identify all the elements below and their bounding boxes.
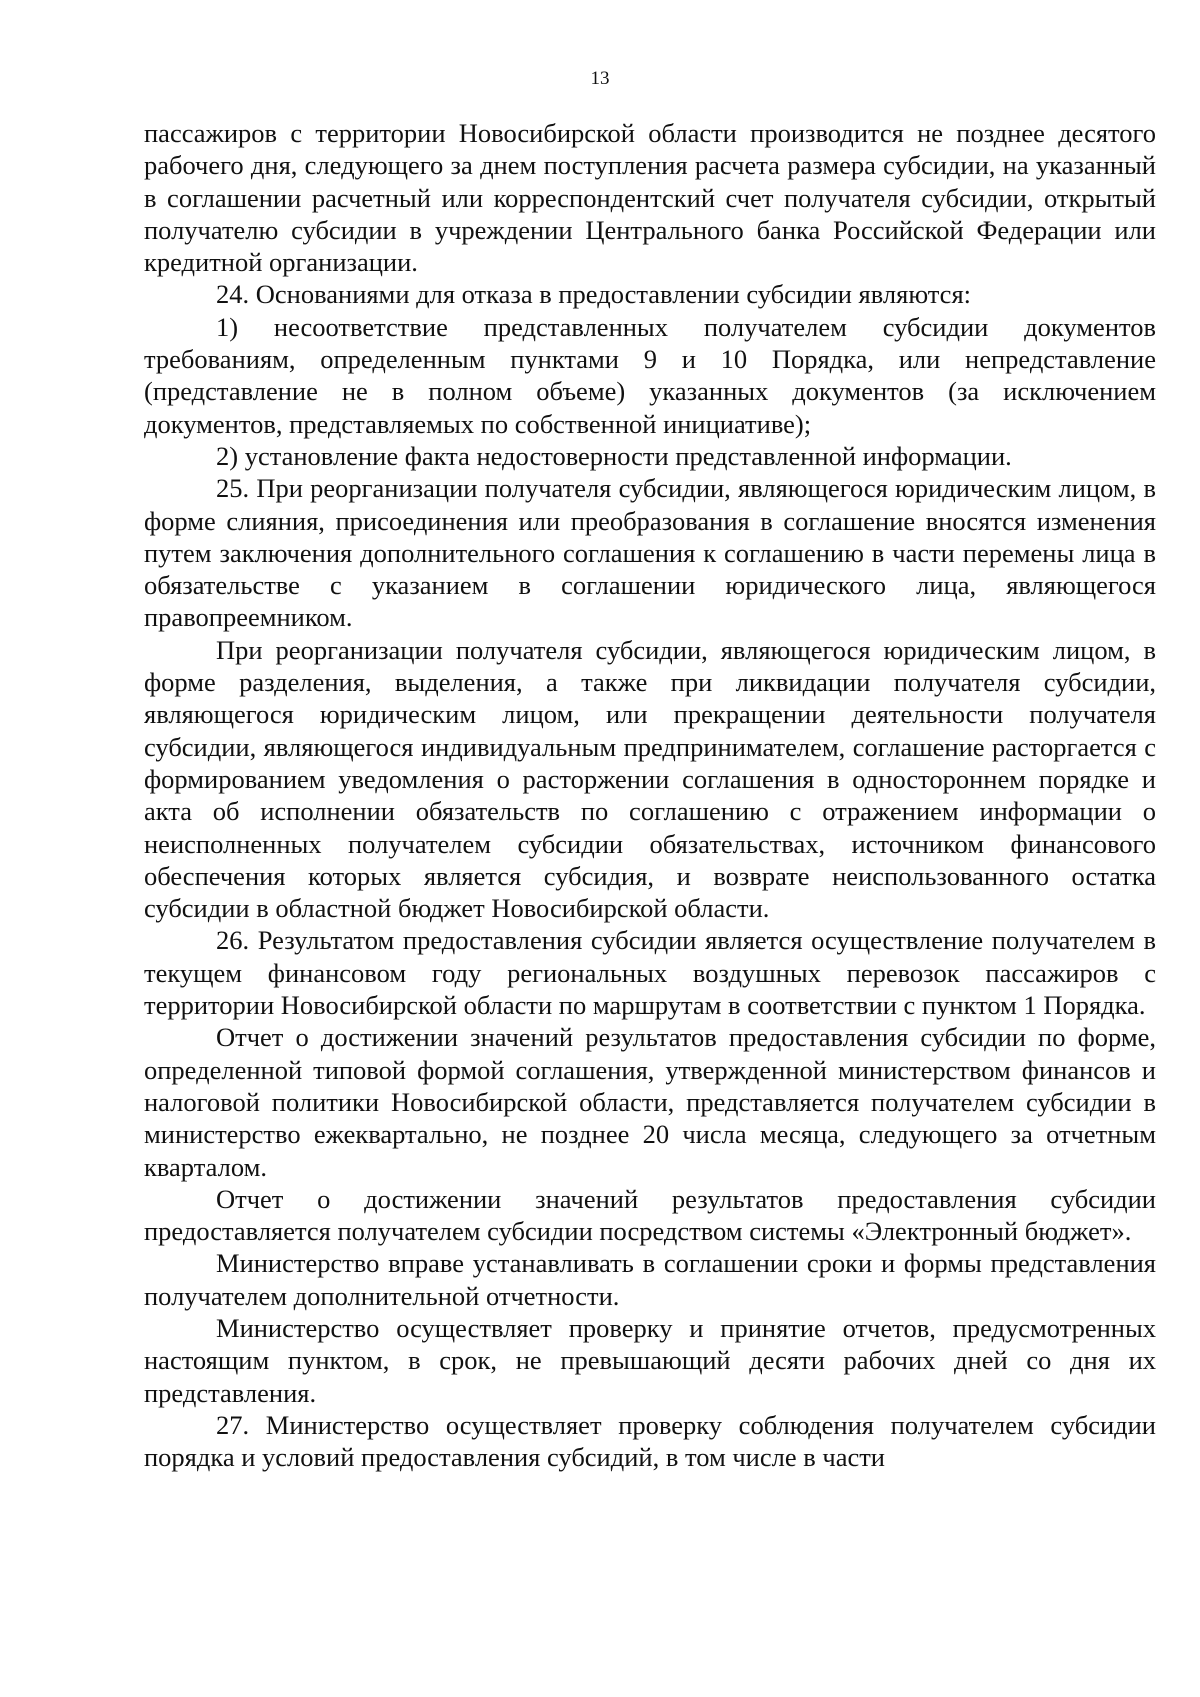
page-number: 13 — [590, 68, 610, 89]
paragraph-item-26: 26. Результатом предоставления субсидии является осуществление получателем в текущем финансовом году региональных воздушных перевозок пассажиров с территории Новосибирской области по маршрутам в соответствии с пунктом 1 Порядка. — [144, 925, 1156, 1021]
paragraph-report-system: Отчет о достижении значений результатов предоставления субсидии предоставляется получателем субсидии посредством системы «Электронный бюджет». — [144, 1183, 1156, 1247]
paragraph-report-review: Министерство осуществляет проверку и принятие отчетов, предусмотренных настоящим пунктом, в срок, не превышающий десяти рабочих дней со дня их представления. — [144, 1312, 1156, 1408]
paragraph-subitem-1: 1) несоответствие представленных получателем субсидии документов требованиям, определенным пунктами 9 и 10 Порядка, или непредставление (представление не в полном объеме) указанных документов (за исключением документов, представляемых по собственной инициативе); — [144, 311, 1156, 439]
paragraph-item-27: 27. Министерство осуществляет проверку соблюдения получателем субсидии порядка и условий предоставления субсидий, в том числе в части — [144, 1409, 1156, 1473]
paragraph-item-25: 25. При реорганизации получателя субсидии, являющегося юридическим лицом, в форме слияния, присоединения или преобразования в соглашение вносятся изменения путем заключения дополнительного соглашения к соглашению в части перемены лица в обязательстве с указанием в соглашении юридического лица, являющегося правопреемником. — [144, 473, 1156, 633]
paragraph-subitem-2: 2) установление факта недостоверности представленной информации. — [216, 440, 1012, 471]
paragraph-continuation: пассажиров с территории Новосибирской области производится не позднее десятого рабочего дня, следующего за днем поступления расчета размера субсидии, на указанный в соглашении расчетный или корреспондентский счет получателя субсидии, открытый получателю субсидии в учреждении Центрального банка Российской Федерации или кредитной организации. — [144, 118, 1156, 278]
paragraph-item-24: 24. Основаниями для отказа в предоставлении субсидии являются: — [216, 279, 971, 310]
paragraph-report-form: Отчет о достижении значений результатов предоставления субсидии по форме, определенной типовой формой соглашения, утвержденной министерством финансов и налоговой политики Новосибирской области, представляется получателем субсидии в министерство ежеквартально, не позднее 20 числа месяца, следующего за отчетным кварталом. — [144, 1022, 1156, 1182]
paragraph-additional-reporting: Министерство вправе устанавливать в соглашении сроки и формы представления получателем дополнительной отчетности. — [144, 1248, 1156, 1311]
paragraph-reorganization: При реорганизации получателя субсидии, являющегося юридическим лицом, в форме разделения, выделения, а также при ликвидации получателя субсидии, являющегося юридическим лицом, или прекращении деятельности получателя субсидии, являющегося индивидуальным предпринимателем, соглашение расторгается с формированием уведомления о расторжении соглашения в одностороннем порядке и акта об исполнении обязательств по соглашению с отражением информации о неисполненных получателем субсидии обязательствах, источником финансового обеспечения которых является субсидия, и возврате неиспользованного остатка субсидии в областной бюджет Новосибирской области. — [144, 634, 1156, 924]
document-body — [144, 117, 1156, 1473]
